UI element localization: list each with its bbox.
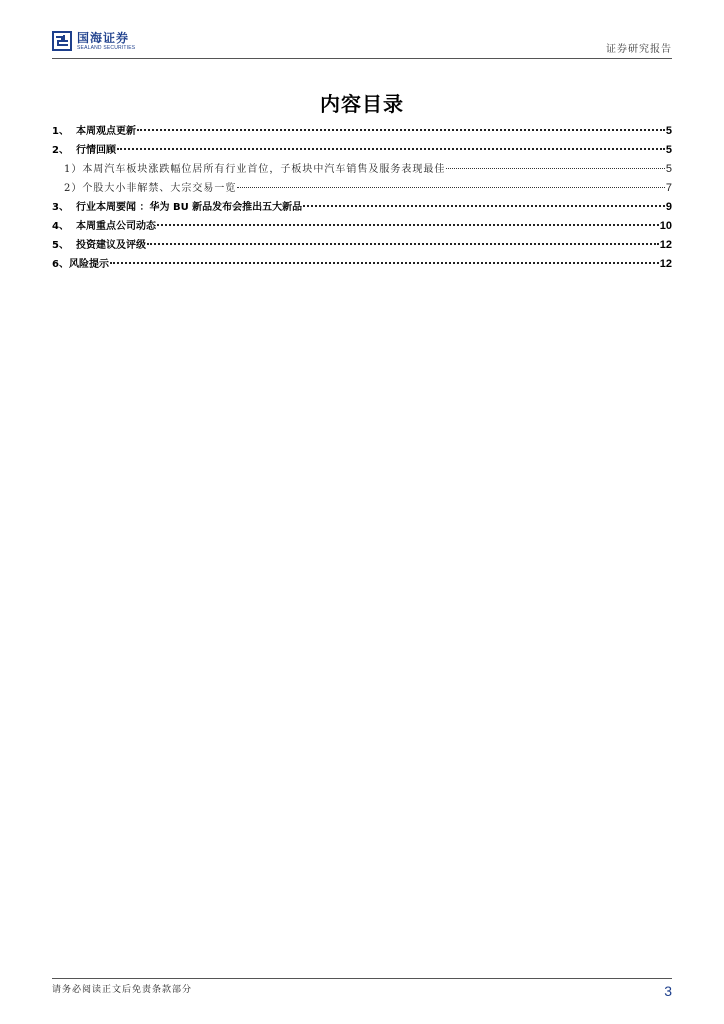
toc-entry-label: 投资建议及评级 xyxy=(76,240,146,251)
toc-entry-number: 6、 xyxy=(52,259,69,270)
toc-entry-page: 10 xyxy=(659,220,672,232)
toc-entry-number: 5、 xyxy=(52,240,69,251)
toc-entry-number: 1、 xyxy=(52,126,69,137)
toc-entry-label: 行业本周要闻 ：华为 BU 新品发布会推出五大新品 xyxy=(76,202,303,213)
toc-entry-6[interactable] xyxy=(52,255,672,274)
toc-leader-dots xyxy=(237,187,665,188)
toc-entry-number: 1） xyxy=(64,164,83,175)
toc-leader-dots xyxy=(117,148,665,150)
toc-leader-dots xyxy=(446,168,665,169)
toc-entry-page: 9 xyxy=(665,201,672,213)
toc-leader-dots xyxy=(157,224,659,226)
toc-entry-4[interactable] xyxy=(52,217,672,236)
toc-entry-label: 本周重点公司动态 xyxy=(76,221,156,232)
toc-entry-number: 4、 xyxy=(52,221,69,232)
sealand-logo-icon xyxy=(52,31,72,51)
toc-leader-dots xyxy=(147,243,659,245)
page-header xyxy=(52,28,672,59)
toc-leader-dots xyxy=(303,205,665,207)
toc-leader-dots xyxy=(137,129,665,131)
toc-entry-page: 12 xyxy=(659,258,672,270)
toc-entry-page: 12 xyxy=(659,239,672,251)
report-type-label: 证券研究报告 xyxy=(606,44,672,55)
toc-entry-number: 2） xyxy=(64,183,83,194)
toc-entry-5[interactable] xyxy=(52,236,672,255)
toc-entry-label: 本周汽车板块涨跌幅位居所有行业首位，子板块中汽车销售及服务表现最佳 xyxy=(82,164,446,175)
toc-entry-page: 5 xyxy=(665,144,672,156)
toc-subentry-2-2[interactable] xyxy=(52,179,672,198)
page-number: 3 xyxy=(664,983,672,999)
toc-entry-label: 个股大小非解禁、大宗交易一览 xyxy=(82,183,237,194)
toc-entry-page: 7 xyxy=(665,182,672,194)
toc-entry-label: 行情回顾 xyxy=(76,145,116,156)
toc-entry-2[interactable] xyxy=(52,141,672,160)
toc-entry-1[interactable] xyxy=(52,122,672,141)
toc-subentry-2-1[interactable] xyxy=(52,160,672,179)
disclaimer-note: 请务必阅读正文后免责条款部分 xyxy=(52,985,193,995)
logo-chinese-name: 国海证券 xyxy=(77,30,130,45)
toc-title: 内容目录 xyxy=(320,92,404,116)
toc-entry-page: 5 xyxy=(665,125,672,137)
company-logo xyxy=(52,31,135,51)
page-footer xyxy=(52,978,672,1009)
toc-entry-number: 3、 xyxy=(52,202,69,213)
toc-entry-label: 本周观点更新 xyxy=(76,126,136,137)
logo-english-name: SEALAND SECURITIES xyxy=(77,44,136,51)
toc-entry-number: 2、 xyxy=(52,145,69,156)
toc-entry-3[interactable] xyxy=(52,198,672,217)
toc-entry-label: 风险提示 xyxy=(68,259,109,270)
toc-entry-page: 5 xyxy=(665,163,672,175)
table-of-contents xyxy=(52,122,672,274)
toc-leader-dots xyxy=(110,262,659,264)
